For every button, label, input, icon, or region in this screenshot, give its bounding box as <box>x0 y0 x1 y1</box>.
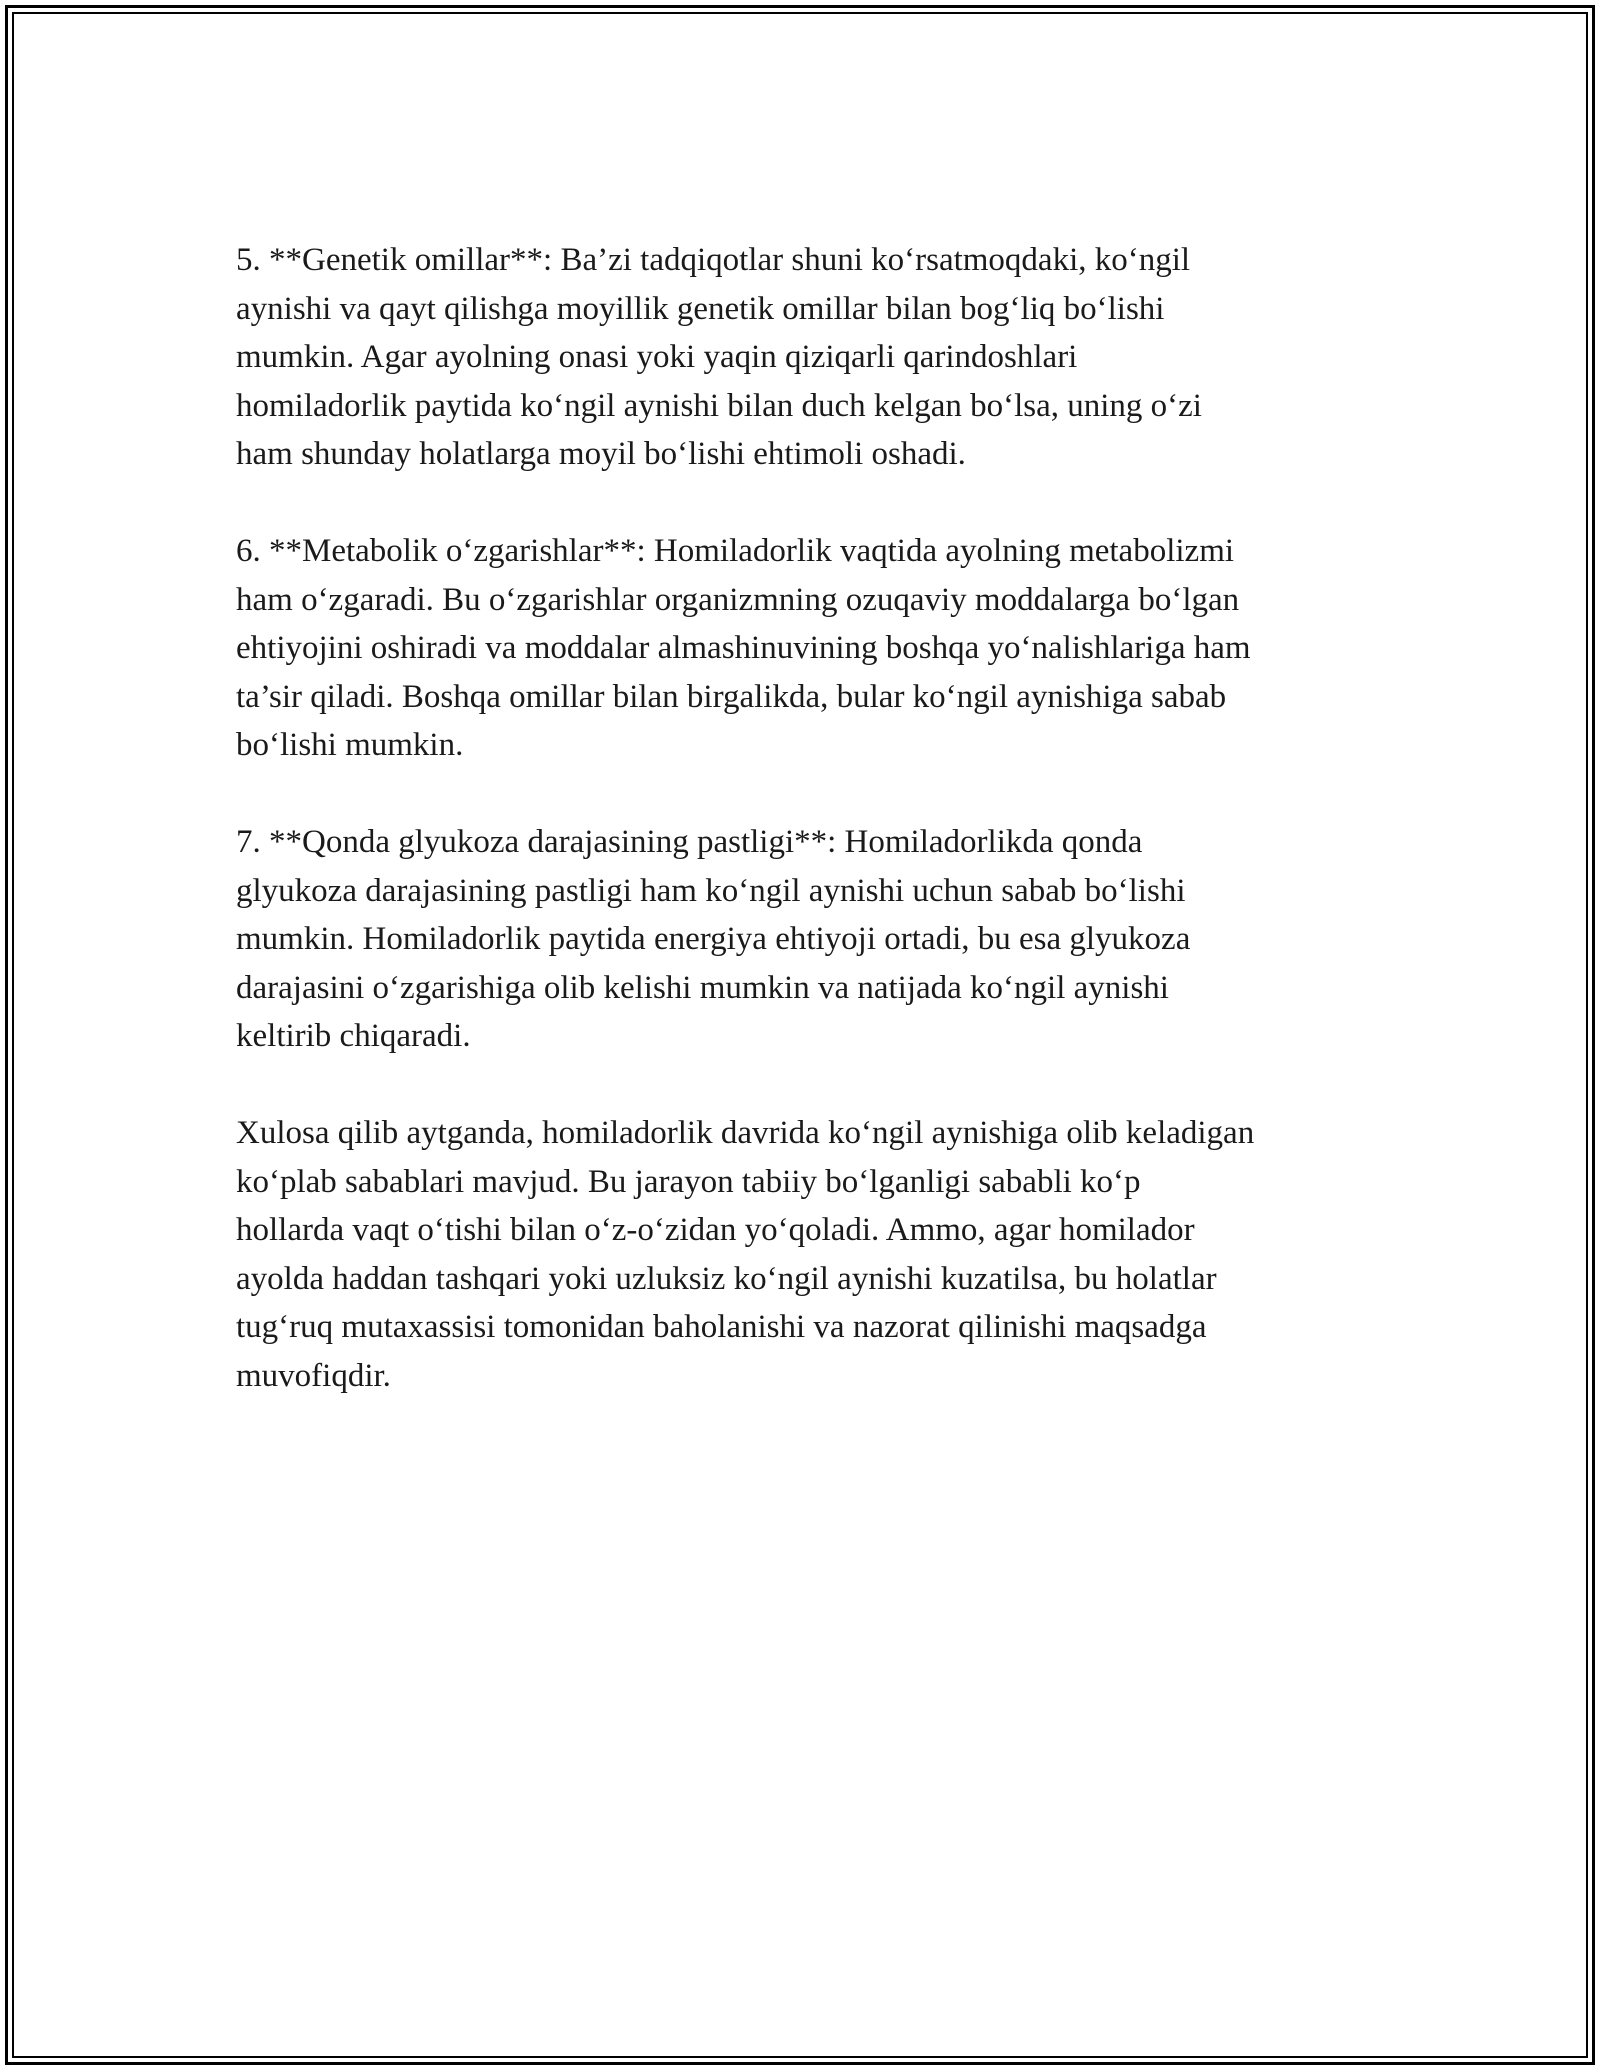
text-line: mumkin. Agar ayolning onasi yoki yaqin qiziqarli qarindoshlari <box>236 339 1078 375</box>
text-line: glyukoza darajasining pastligi ham ko‘ngil aynishi uchun sabab bo‘lishi <box>236 872 1186 909</box>
text-line: aynishi va qayt qilishga moyillik genetik omillar bilan bog‘liq bo‘lishi <box>236 290 1165 327</box>
text-line: homiladorlik paytida ko‘ngil aynishi bilan duch kelgan bo‘lsa, uning o‘zi <box>236 387 1202 424</box>
paragraph-metabolic-changes <box>236 527 1376 770</box>
document-body <box>236 236 1376 1449</box>
text-line: keltirib chiqaradi. <box>236 1018 471 1054</box>
text-line: hollarda vaqt o‘tishi bilan o‘z-o‘zidan yo‘qoladi. Ammo, agar homilador <box>236 1212 1195 1248</box>
text-line: ayolda haddan tashqari yoki uzluksiz ko‘ngil aynishi kuzatilsa, bu holatlar <box>236 1260 1217 1297</box>
text-line: 6. **Metabolik o‘zgarishlar**: Homiladorlik vaqtida ayolning metabolizmi <box>236 533 1235 569</box>
text-line: Xulosa qilib aytganda, homiladorlik davrida ko‘ngil aynishiga olib keladigan <box>236 1115 1255 1151</box>
paragraph-genetic-factors <box>236 236 1376 479</box>
text-line: ko‘plab sabablari mavjud. Bu jarayon tabiiy bo‘lganligi sababli ko‘p <box>236 1163 1141 1200</box>
text-line: 7. **Qonda glyukoza darajasining pastligi**: Homiladorlikda qonda <box>236 824 1143 860</box>
text-line: mumkin. Homiladorlik paytida energiya ehtiyoji ortadi, bu esa glyukoza <box>236 921 1191 957</box>
text-line: darajasini o‘zgarishiga olib kelishi mumkin va natijada ko‘ngil aynishi <box>236 969 1169 1006</box>
paragraph-low-blood-glucose <box>236 818 1376 1061</box>
text-line: tug‘ruq mutaxassisi tomonidan baholanishi va nazorat qilinishi maqsadga <box>236 1309 1207 1345</box>
text-line: 5. **Genetik omillar**: Ba’zi tadqiqotlar shuni ko‘rsatmoqdaki, ko‘ngil <box>236 242 1191 278</box>
text-line: ehtiyojini oshiradi va moddalar almashinuvining boshqa yo‘nalishlariga ham <box>236 630 1251 666</box>
text-line: ta’sir qiladi. Boshqa omillar bilan birgalikda, bular ko‘ngil aynishiga sabab <box>236 678 1227 715</box>
text-line: ham shunday holatlarga moyil bo‘lishi ehtimoli oshadi. <box>236 436 966 472</box>
text-line: muvofiqdir. <box>236 1357 391 1394</box>
paragraph-conclusion <box>236 1109 1376 1400</box>
text-line: bo‘lishi mumkin. <box>236 727 464 763</box>
text-line: ham o‘zgaradi. Bu o‘zgarishlar organizmning ozuqaviy moddalarga bo‘lgan <box>236 581 1240 618</box>
